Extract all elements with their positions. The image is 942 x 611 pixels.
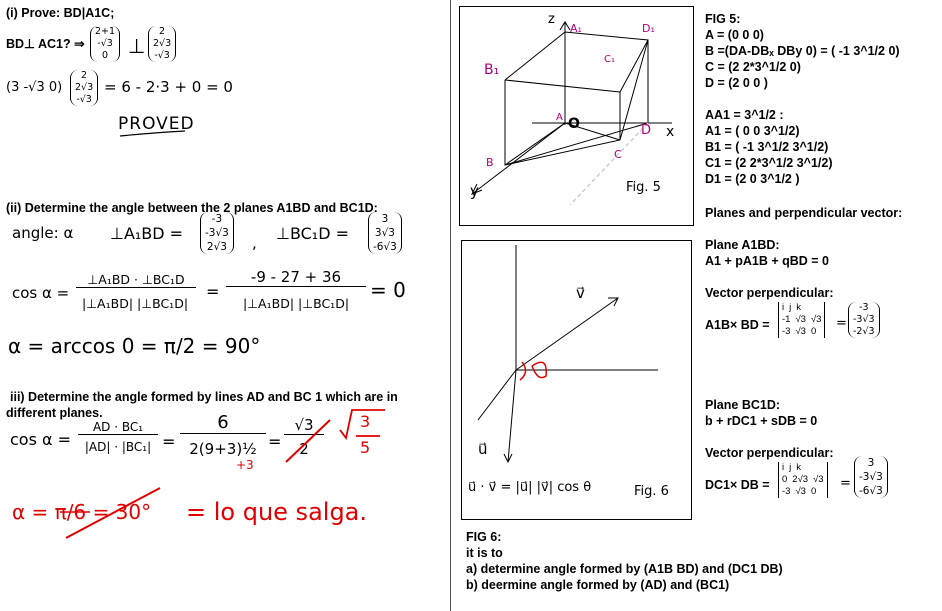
fig6-title: FIG 6:	[466, 530, 502, 544]
col-vec-1: 2√3	[75, 82, 94, 93]
plane1-title: Plane A1BD:	[705, 238, 780, 252]
col-vec-2: -√3	[76, 94, 92, 105]
part1-line1-prefix: BD⊥ AC1? ⇒	[6, 37, 85, 51]
part2-frac-result: = 0	[370, 278, 406, 302]
fig5-label-x: x	[666, 124, 675, 140]
det1-cell: √3	[810, 314, 822, 325]
det1-cell: j	[789, 302, 792, 313]
part2-heading: (ii) Determine the angle between the 2 planes A1BD and BC1D:	[6, 201, 378, 215]
part3-fracA-num: AD · BC₁	[78, 420, 158, 435]
coord-a1: A1 = ( 0 0 3^1/2)	[705, 124, 800, 138]
part3-fracA-den: |AD| · |BC₁|	[84, 440, 152, 454]
coord-b1: B1 = ( -1 3^1/2 3^1/2)	[705, 140, 829, 154]
fig5-label-y: y	[470, 182, 479, 200]
det2-cell: -3	[782, 486, 791, 497]
part2-eq: =	[206, 282, 220, 301]
vec-b-0: 2	[159, 26, 166, 37]
part3-fracB-num: 6	[180, 412, 266, 434]
coord-d: D = (2 0 0 )	[705, 76, 768, 90]
plane2-title: Plane BC1D:	[705, 398, 781, 412]
vp1-res-1: -3√3	[853, 314, 875, 325]
fig5-label-a1: A₁	[570, 22, 582, 35]
fig5-label-c1: C₁	[604, 54, 615, 65]
part2-frac1-num: ⊥A₁BD · ⊥BC₁D	[76, 272, 196, 288]
part3-sqrt-den: 5	[360, 438, 371, 457]
part3-sqrt-num: 3	[360, 412, 371, 431]
part3-fracC-num: √3	[284, 416, 324, 435]
part3-alpha-line: α = π/6 = 30°	[12, 500, 152, 524]
plane2-eq: b + rDC1 + sDB = 0	[705, 414, 818, 428]
det1-cell: k	[796, 302, 801, 313]
fig6-u-label: u⃗	[478, 440, 488, 458]
vec-a1bd-0: -3	[211, 213, 223, 225]
vec-a-0: 2+1	[95, 26, 116, 37]
col-vec-0: 2	[81, 70, 88, 81]
fig5-label-a: A	[556, 112, 563, 123]
vp2-res-1: -3√3	[859, 471, 883, 483]
vec-a1bd-1: -3√3	[205, 227, 229, 239]
coord-b: B =(DA-DBₓ DBy 0) = ( -1 3^1/2 0)	[705, 44, 900, 58]
vp1-res-0: -3	[859, 302, 869, 313]
det1-cell: √3	[795, 314, 806, 325]
part2-comma: ,	[252, 234, 257, 252]
fig5-label-d: D	[641, 123, 652, 138]
fig5-label-z: z	[548, 12, 555, 27]
part2-frac1-den: |⊥A₁BD| |⊥BC₁D|	[81, 296, 189, 311]
vp1-title: Vector perpendicular:	[705, 286, 834, 300]
det2-cell: √3	[795, 486, 806, 497]
vp2-eq: =	[840, 476, 851, 491]
det2-cell: 2√3	[792, 474, 809, 485]
part3-eq1: =	[162, 432, 176, 451]
part2-perp-bc1d: ⊥BC₁D =	[276, 224, 350, 243]
part2-alpha-line: α = arccos 0 = π/2 = 90°	[8, 334, 261, 358]
vec-bc1d-0: 3	[381, 213, 389, 225]
part3-red-note: = lo que salga.	[186, 498, 368, 526]
vec-bc1d-2: -6√3	[373, 241, 397, 253]
part3-heading-2: different planes.	[6, 406, 103, 420]
part1-row-vec: (3 -√3 0)	[6, 80, 63, 95]
det1	[778, 302, 825, 338]
det2-cell: √3	[813, 474, 824, 485]
coord-c1: C1 = (2 2*3^1/2 3^1/2)	[705, 156, 833, 170]
vp1-result	[848, 302, 880, 338]
fig5-label-o: O	[568, 116, 580, 132]
vp1-eq: =	[836, 316, 847, 331]
part2-frac2-num: -9 - 27 + 36	[226, 268, 366, 287]
vp1-res-2: -2√3	[853, 326, 875, 337]
det1-cell: -1	[782, 314, 791, 325]
part3-cos-label: cos α =	[10, 430, 72, 449]
part1-heading: (i) Prove: BD|A1C;	[6, 6, 115, 20]
fig6-formula: u⃗ · v⃗ = |u⃗| |v⃗| cos θ	[468, 480, 592, 495]
vec-b-1: 2√3	[153, 38, 172, 49]
part3-fracB-den: 2(9+3)½	[189, 440, 257, 458]
part3-fracC-den: 2	[299, 440, 309, 458]
coord-d1: D1 = (2 0 3^1/2 )	[705, 172, 800, 186]
fig6-v-label: v⃗	[576, 284, 585, 302]
part2-angle-label: angle: α	[12, 224, 74, 242]
vec-a1bd-2: 2√3	[206, 241, 227, 253]
part3-fracB-note: +3	[236, 458, 254, 472]
fig6-caption: Fig. 6	[634, 484, 669, 499]
fig5-label-d1: D₁	[642, 22, 655, 35]
fig5-label-b1: B₁	[484, 62, 500, 78]
aa1-line: AA1 = 3^1/2 :	[705, 108, 784, 122]
det1-cell: -3	[782, 326, 791, 337]
det2-cell: 0	[810, 486, 817, 497]
det2-cell: j	[789, 462, 792, 473]
fig6-line1: it is to	[466, 546, 503, 560]
part1-proved: PROVED	[118, 114, 195, 134]
fig5-label-c: C	[614, 148, 622, 161]
vec-bc1d-1: 3√3	[374, 227, 395, 239]
fig5-caption: Fig. 5	[626, 180, 661, 195]
vp2-lhs: DC1× DB =	[705, 478, 770, 492]
part1-perp: ⊥	[128, 34, 146, 58]
det2	[778, 462, 828, 498]
part3-eq2: =	[268, 432, 282, 451]
fig5-title: FIG 5:	[705, 12, 741, 26]
det1-cell: i	[782, 302, 785, 313]
fig6-line3: b) deermine angle formed by (AD) and (BC1)	[466, 578, 730, 592]
det1-cell: 0	[810, 326, 817, 337]
planes-heading: Planes and perpendicular vector:	[705, 206, 903, 220]
vp2-title: Vector perpendicular:	[705, 446, 834, 460]
part2-perp-a1bd: ⊥A₁BD =	[110, 224, 184, 243]
plane1-eq: A1 + pA1B + qBD = 0	[705, 254, 829, 268]
vec-b-2: -√3	[154, 50, 170, 61]
part1-result: = 6 - 2·3 + 0 = 0	[104, 78, 233, 96]
fig5-label-b: B	[486, 156, 494, 169]
part2-cos-label: cos α =	[12, 284, 70, 302]
vp2-res-0: 3	[867, 457, 875, 469]
det2-cell: k	[796, 462, 801, 473]
coord-c: C = (2 2*3^1/2 0)	[705, 60, 801, 74]
part3-heading-1: iii) Determine the angle formed by lines AD and BC 1 which are in	[10, 390, 398, 404]
det2-cell: 0	[782, 474, 788, 485]
vp1-lhs: A1B× BD =	[705, 318, 770, 332]
vp2-result	[854, 456, 888, 498]
part2-frac2-den: |⊥A₁BD| |⊥BC₁D|	[242, 296, 350, 311]
det2-cell: i	[782, 462, 785, 473]
vec-a-2: 0	[102, 50, 109, 61]
vp2-res-2: -6√3	[859, 485, 883, 497]
vec-a-1: -√3	[97, 38, 113, 49]
coord-a: A = (0 0 0)	[705, 28, 764, 42]
det1-cell: √3	[795, 326, 806, 337]
fig6-line2: a) determine angle formed by (A1B BD) and (DC1 DB)	[466, 562, 783, 576]
